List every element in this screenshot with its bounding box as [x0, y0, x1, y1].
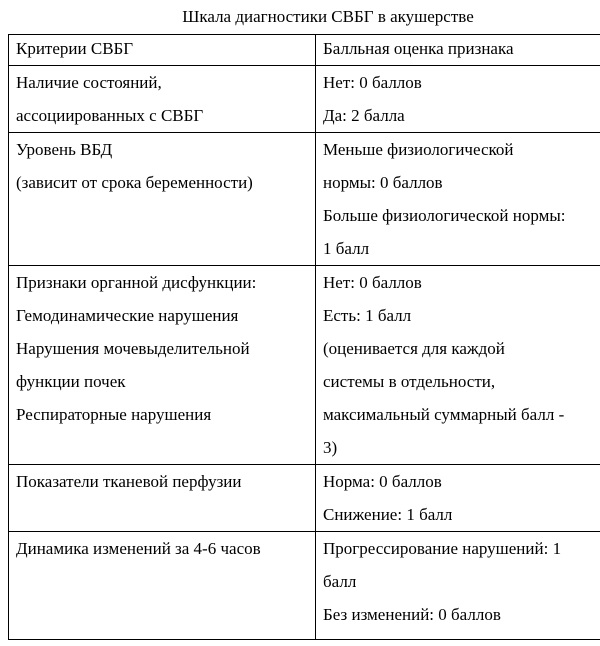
- table-row: [9, 465, 600, 532]
- criteria-line: Признаки органной дисфункции:: [16, 273, 257, 292]
- criteria-cell: [9, 133, 316, 266]
- criteria-line: (зависит от срока беременности): [16, 173, 253, 192]
- criteria-cell: [9, 66, 316, 133]
- criteria-cell: [9, 266, 316, 465]
- table-row: [9, 133, 600, 266]
- table-row: [9, 66, 600, 133]
- criteria-cell: [9, 532, 316, 640]
- score-cell: [316, 532, 600, 640]
- header-criteria: Критерии СВБГ: [9, 35, 316, 66]
- header-score: Балльная оценка признака: [316, 35, 600, 66]
- score-line: (оценивается для каждой: [323, 339, 505, 358]
- score-line: Больше физиологической нормы:: [323, 206, 566, 225]
- score-line: системы в отдельности,: [323, 372, 496, 391]
- criteria-line: Динамика изменений за 4-6 часов: [16, 539, 261, 558]
- score-line: Нет: 0 баллов: [323, 273, 422, 292]
- score-line: 1 балл: [323, 239, 370, 258]
- score-line: нормы: 0 баллов: [323, 173, 443, 192]
- criteria-line: ассоциированных с СВБГ: [16, 106, 204, 125]
- criteria-line: Показатели тканевой перфузии: [16, 472, 242, 491]
- score-line: Да: 2 балла: [323, 106, 405, 125]
- score-line: 3): [323, 438, 338, 457]
- score-line: Снижение: 1 балл: [323, 505, 453, 524]
- criteria-cell: [9, 465, 316, 532]
- page-title: Шкала диагностики СВБГ в акушерстве: [182, 7, 474, 26]
- table-header-row: [9, 35, 600, 66]
- criteria-line: Наличие состояний,: [16, 73, 162, 92]
- score-line: Есть: 1 балл: [323, 306, 412, 325]
- score-cell: [316, 133, 600, 266]
- score-line: максимальный суммарный балл -: [323, 405, 565, 424]
- diagnostic-scale-table: [8, 34, 600, 640]
- criteria-line: Уровень ВБД: [16, 140, 113, 159]
- score-line: Без изменений: 0 баллов: [323, 605, 501, 624]
- criteria-line: Нарушения мочевыделительной: [16, 339, 250, 358]
- score-line: балл: [323, 572, 357, 591]
- criteria-line: Гемодинамические нарушения: [16, 306, 239, 325]
- score-cell: [316, 465, 600, 532]
- criteria-line: Респираторные нарушения: [16, 405, 212, 424]
- criteria-line: функции почек: [16, 372, 126, 391]
- score-cell: [316, 266, 600, 465]
- score-cell: [316, 66, 600, 133]
- score-line: Прогрессирование нарушений: 1: [323, 539, 562, 558]
- table-row: [9, 266, 600, 465]
- score-line: Норма: 0 баллов: [323, 472, 442, 491]
- score-line: Меньше физиологической: [323, 140, 514, 159]
- table-row: [9, 532, 600, 640]
- score-line: Нет: 0 баллов: [323, 73, 422, 92]
